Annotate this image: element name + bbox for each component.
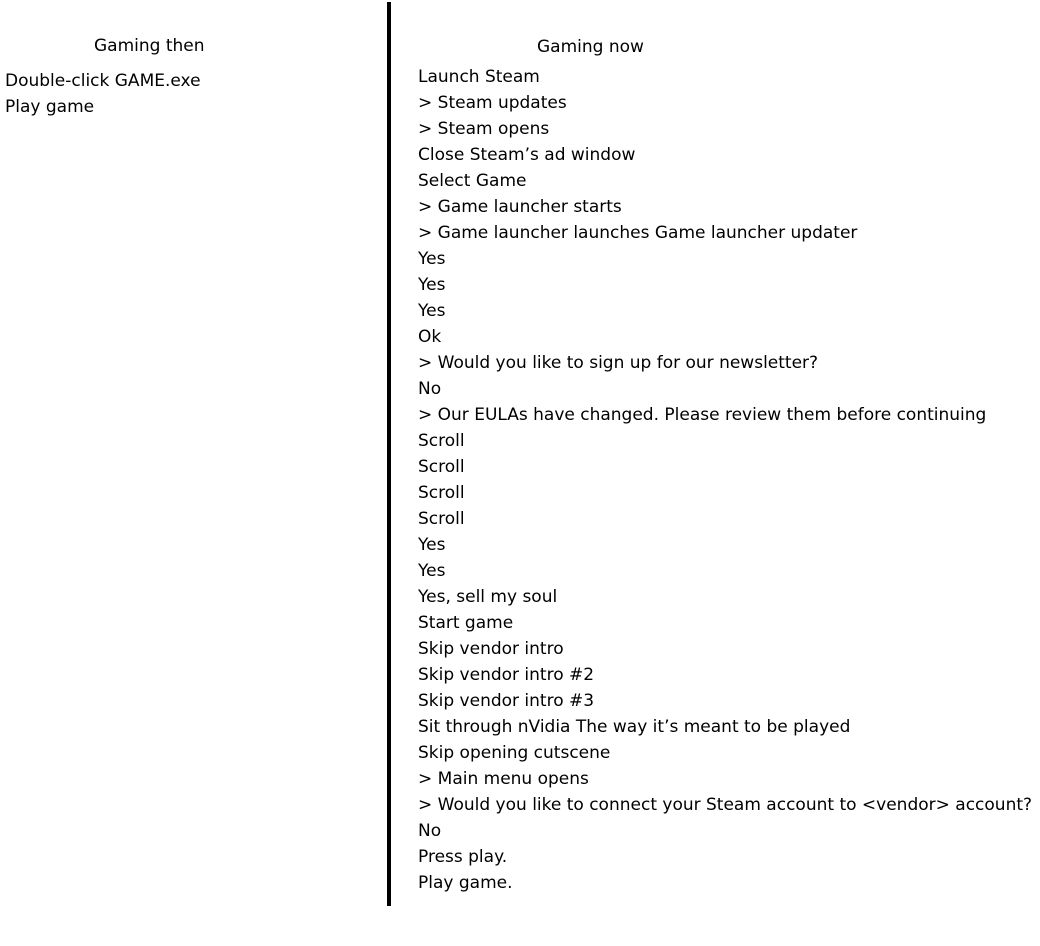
step-item: > Would you like to connect your Steam account to <vendor> account? [418, 795, 1033, 815]
step-item: Start game [418, 613, 514, 633]
step-item: Yes [418, 535, 446, 555]
step-item: Select Game [418, 171, 527, 191]
step-item: Scroll [418, 483, 465, 503]
step-item: > Main menu opens [418, 769, 589, 789]
step-item: Close Steam’s ad window [418, 145, 636, 165]
step-item: > Game launcher starts [418, 197, 622, 217]
step-item: Skip opening cutscene [418, 743, 611, 763]
step-item: > Steam updates [418, 93, 567, 113]
gaming-now-list [418, 64, 1032, 896]
step-item: Press play. [418, 847, 508, 867]
step-item: > Our EULAs have changed. Please review them before continuing [418, 405, 987, 425]
step-item: Scroll [418, 431, 465, 451]
step-item: Play game. [418, 873, 513, 893]
gaming-then-list [5, 68, 201, 120]
step-item: Skip vendor intro #3 [418, 691, 595, 711]
step-item: Scroll [418, 509, 465, 529]
step-item: Yes, sell my soul [418, 587, 558, 607]
step-item: Yes [418, 561, 446, 581]
step-item: Skip vendor intro #2 [418, 665, 595, 685]
step-item: Yes [418, 275, 446, 295]
step-item: Launch Steam [418, 67, 540, 87]
step-item: > Game launcher launches Game launcher updater [418, 223, 858, 243]
step-item: Sit through nVidia The way it’s meant to be played [418, 717, 851, 737]
step-item: No [418, 379, 442, 399]
step-item: Double-click GAME.exe [5, 71, 201, 91]
step-item: Yes [418, 249, 446, 269]
step-item: Play game [5, 97, 95, 117]
step-item: Skip vendor intro [418, 639, 564, 659]
step-item: No [418, 821, 442, 841]
step-item: > Steam opens [418, 119, 550, 139]
step-item: Scroll [418, 457, 465, 477]
gaming-now-title: Gaming now [537, 37, 644, 57]
column-divider [387, 2, 391, 906]
step-item: Yes [418, 301, 446, 321]
gaming-then-title: Gaming then [94, 36, 205, 56]
step-item: Ok [418, 327, 442, 347]
step-item: > Would you like to sign up for our newsletter? [418, 353, 819, 373]
